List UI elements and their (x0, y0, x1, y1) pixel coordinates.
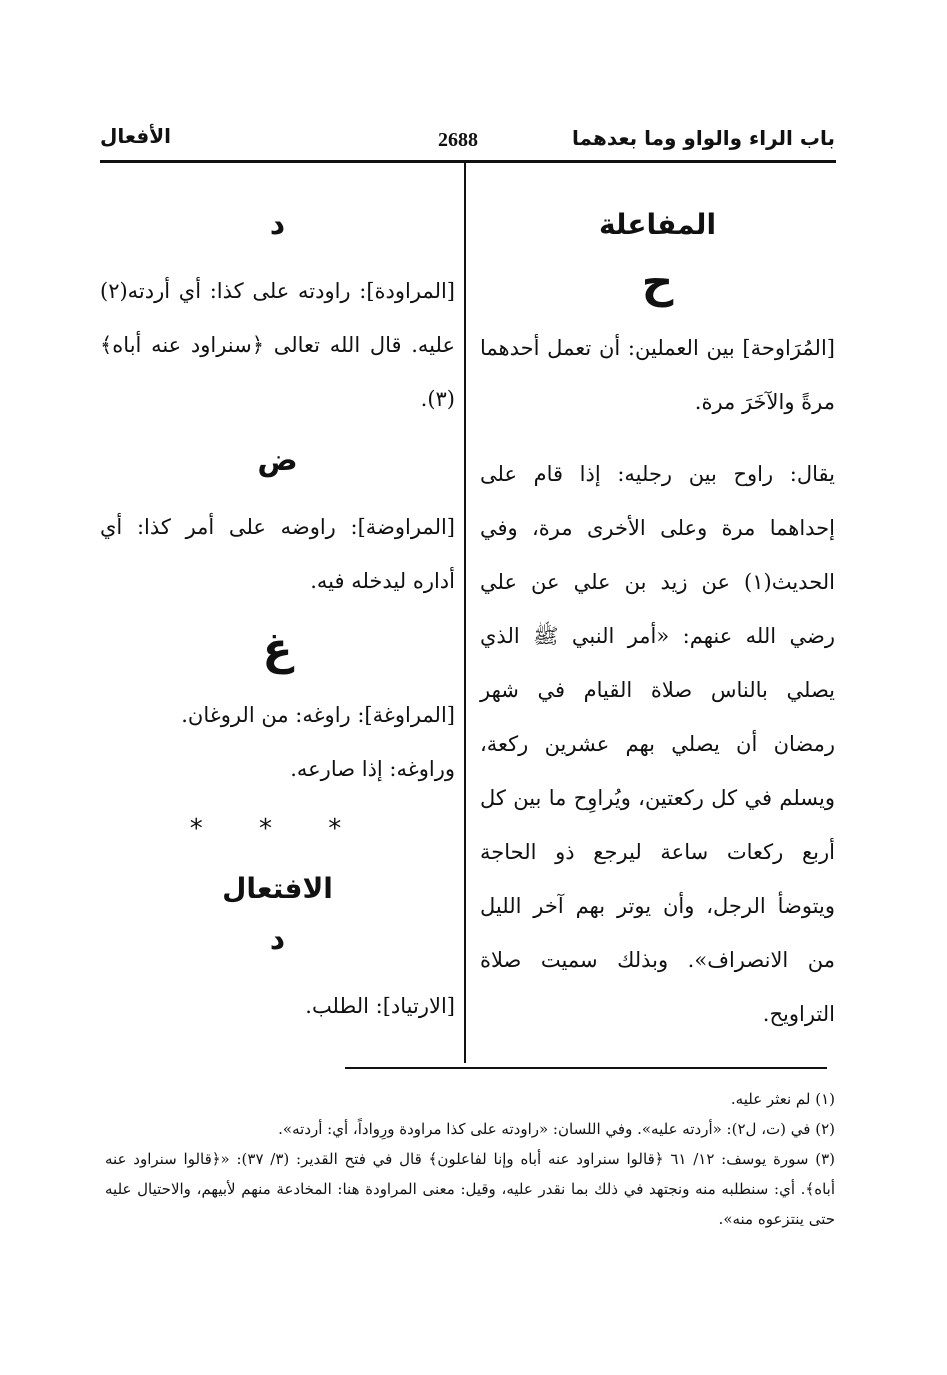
footnotes (105, 1084, 835, 1234)
root-letter-dal: د (269, 207, 286, 242)
entry-murawada: [المراودة]: راودته على كذا: أي أردته(٢) عليه. قال الله تعالى ﴿سنراود عنه أباه﴾(٣). (100, 279, 455, 411)
page-number: 2688 (438, 129, 478, 151)
column-divider (464, 163, 466, 1063)
root-letter-ghain: غ (262, 624, 293, 675)
entry-irtiyad: [الارتياد]: الطلب. (305, 994, 455, 1018)
root-letter-dad: ض (257, 443, 298, 478)
root-letter-dal-2: د (269, 922, 286, 957)
left-column (100, 190, 455, 1051)
header-rule (100, 160, 836, 163)
entry-murawaha-hadith: يقال: راوح بين رجليه: إذا قام على إحداهما مرة وعلى الأخرى مرة، وفي الحديث(١) عن زيد بن علي عن علي رضي الله عنهم: «أمر النبي ﷺ الذي يصلي بالناس صلاة القيام في شهر رمضان أن يصلي بهم عشرين ركعة، ويسلم في كل ركعتين، ويُراوِح ما بين كل أربع ركعات ساعة ليرجع ذو الحاجة ويتوضأ الرجل، وأن يوتر بهم آخر الليل من الانصراف». وبذلك سميت صلاة التراويح. (480, 462, 835, 1026)
section-title-mufaala: المفاعلة (598, 208, 717, 241)
footnote-1: (١) لم نعثر عليه. (730, 1090, 835, 1108)
right-column (480, 190, 835, 1059)
running-header-chapter: باب الراء والواو وما بعدهما (572, 126, 835, 150)
entry-murawagha: [المراوغة]: راوغه: من الروغان. (181, 703, 455, 727)
running-header-section: الأفعال (100, 124, 171, 148)
footnote-2: (٢) في (ت، ل٢): «أردته عليه». وفي اللسان: «راودته على كذا مراودة ورِواداً، أي: أردته». (278, 1120, 835, 1138)
footnote-rule (345, 1067, 827, 1069)
entry-murawaha: [المُرَاوحة] بين العملين: أن تعمل أحدهما مرةً والآخَرَ مرة. (480, 336, 835, 414)
entry-murawada-dad: [المراوضة]: راوضه على أمر كذا: أي أداره ليدخله فيه. (100, 515, 455, 593)
footnote-3: (٣) سورة يوسف: ١٢/ ٦١ ﴿قالوا سنراود عنه أباه وإنا لفاعلون﴾ قال في فتح القدير: (٣/ ٣٧): «﴿قالوا سنراود عنه أباه﴾. أي: سنطلبه منه ونجتهد في ذلك بما نقدر عليه، وقيل: معنى المراودة هنا: المخادعة منهم لأبيهم، والاحتيال عليه حتى ينتزعوه منه». (105, 1150, 835, 1228)
section-title-iftial: الافتعال (222, 872, 333, 905)
section-separator-stars: * * * (189, 814, 366, 844)
entry-rawagha: وراوغه: إذا صارعه. (290, 757, 455, 781)
root-letter-ha: ح (641, 257, 674, 308)
